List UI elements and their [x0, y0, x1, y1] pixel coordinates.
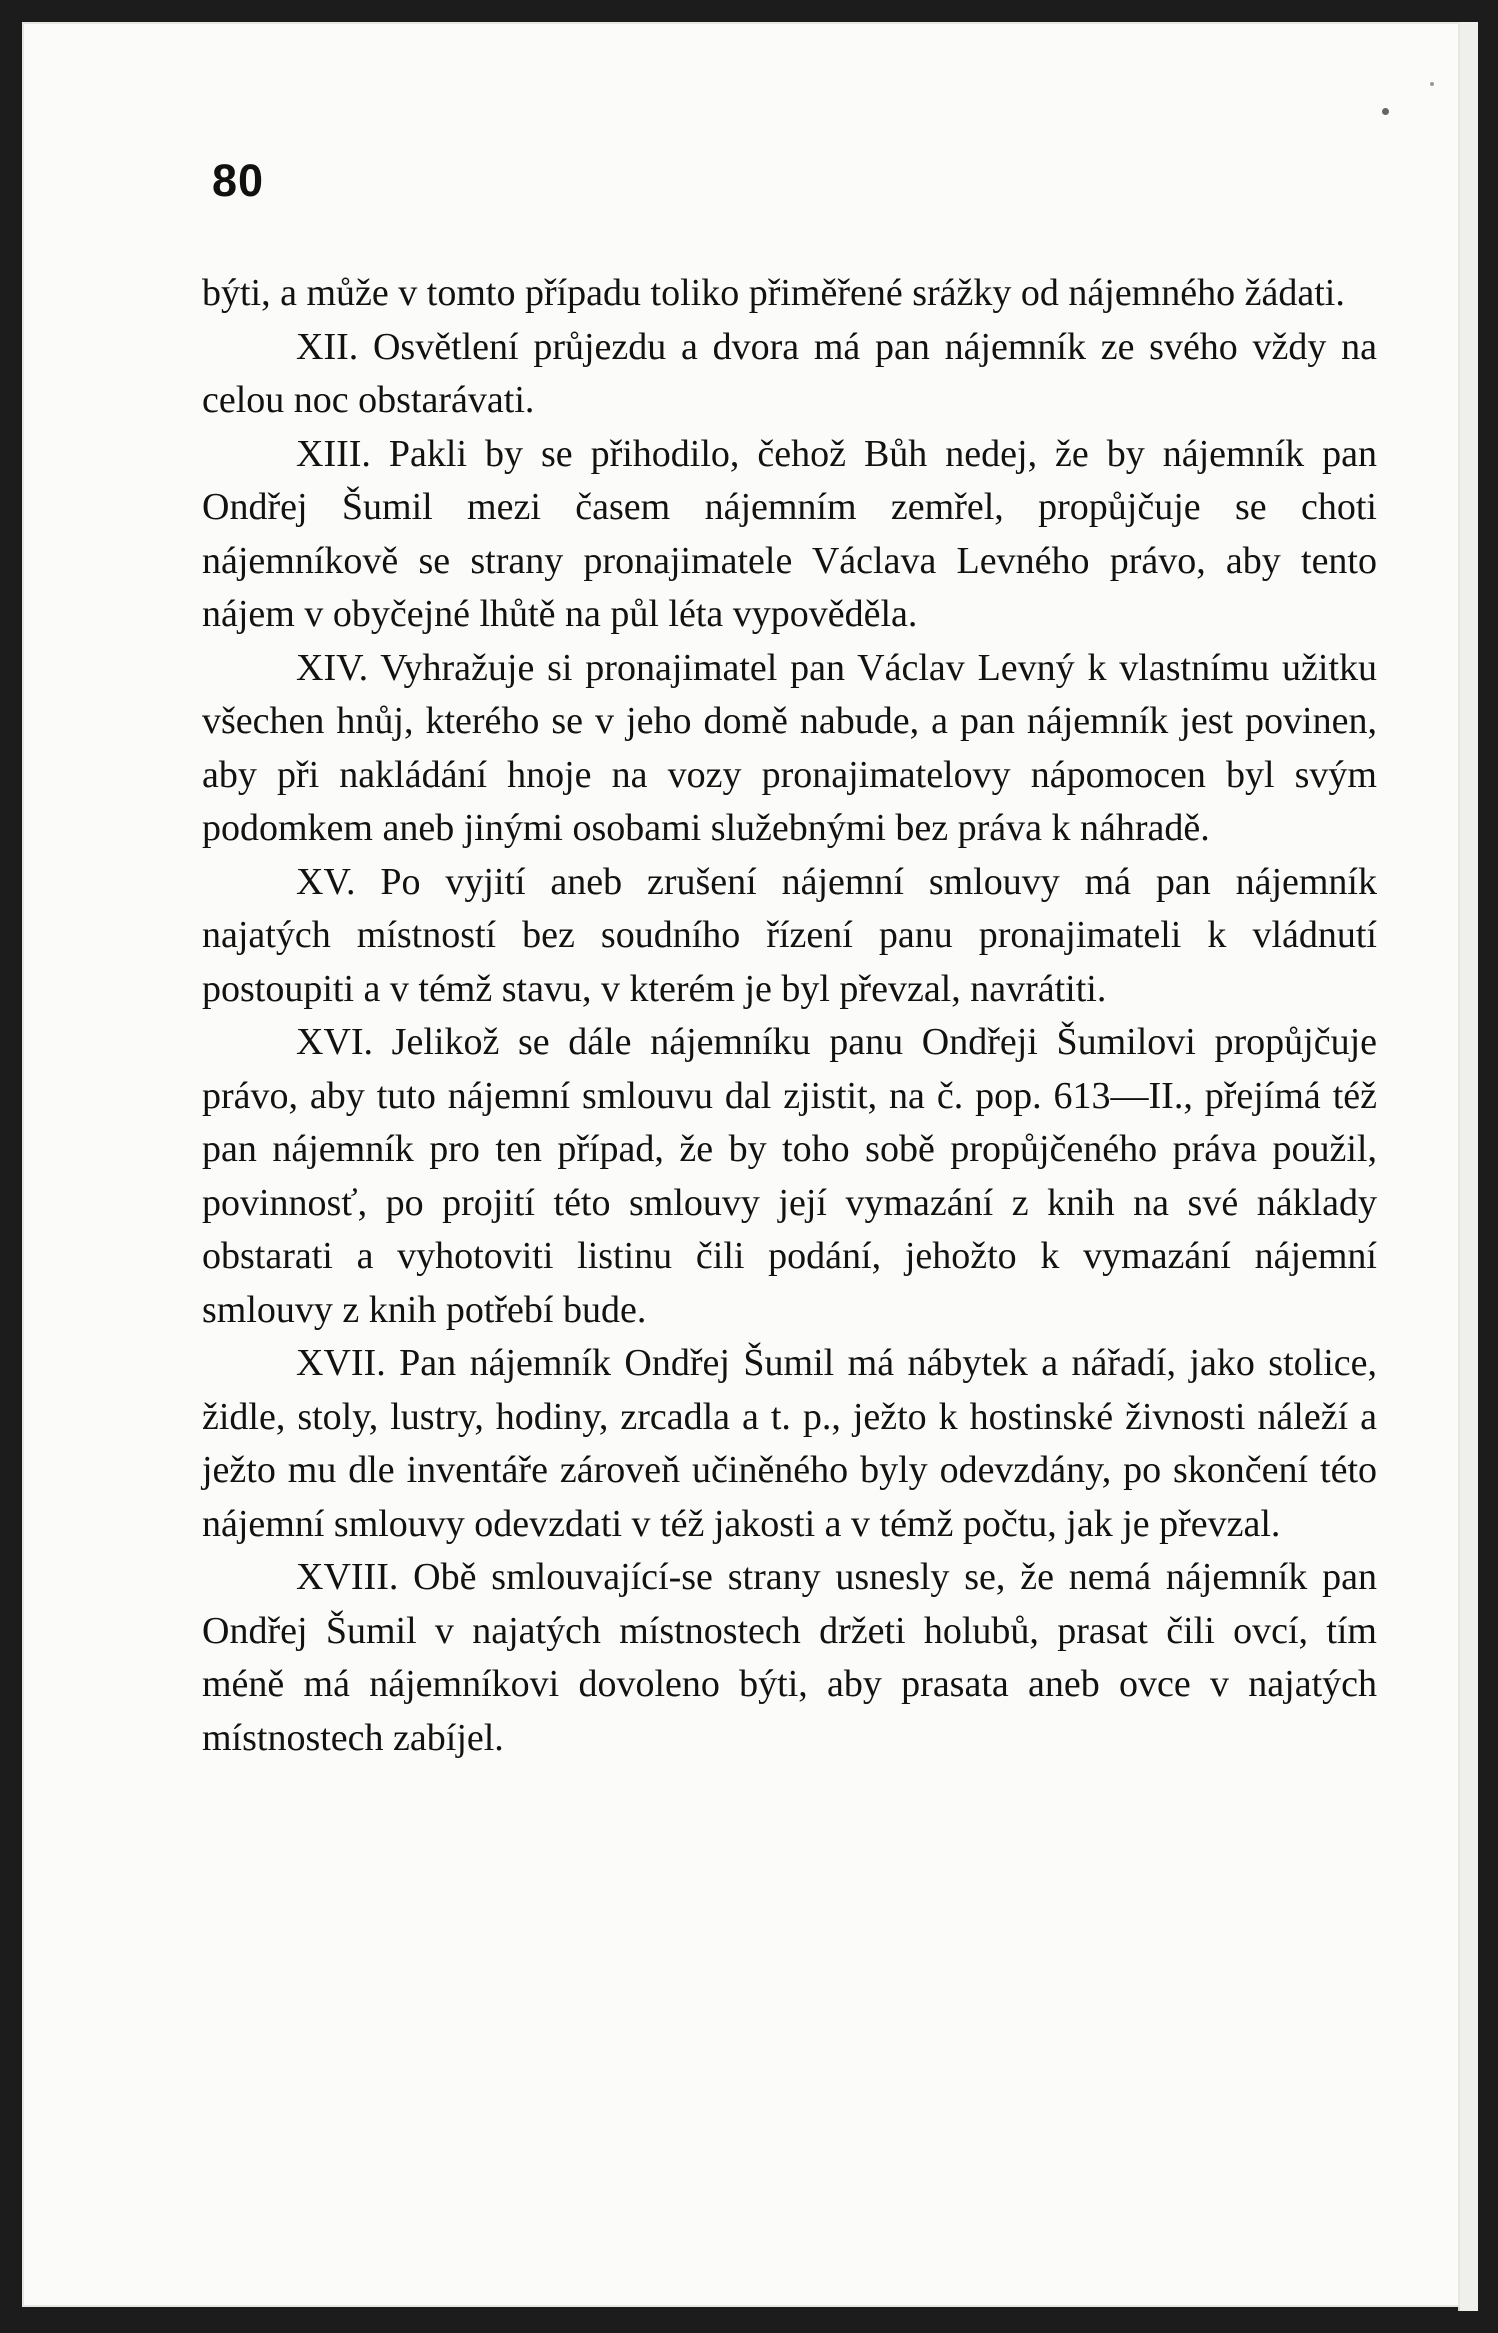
paper-speck: [1430, 82, 1434, 86]
paragraph-continuation: býti, a může v tomto případu toliko přiměřené srážky od nájemného žádati.: [202, 272, 1345, 314]
paragraph-xii: XII. Osvětlení průjezdu a dvora má pan nájemník ze svého vždy na celou noc obstarávati.: [202, 325, 1377, 421]
book-page: [22, 22, 1460, 2307]
paragraph-xiv: XIV. Vyhražuje si pronajimatel pan Václav Levný k vlastnímu užitku všechen hnůj, kterého se v jeho domě nabude, a pan nájemník jest povinen, aby při nakládání hnoje na vozy pronajimatelovy nápomocen byl svým podomkem aneb jinými osobami služebnými bez práva k náhradě.: [202, 646, 1377, 849]
paragraph-xiii: XIII. Pakli by se přihodilo, čehož Bůh nedej, že by nájemník pan Ondřej Šumil mezi časem nájemním zemřel, propůjčuje se choti nájemníkově se strany pronajimatele Václava Levného právo, aby tento nájem v obyčejné lhůtě na půl léta vypověděla.: [202, 432, 1377, 635]
paper-speck: [1382, 108, 1389, 115]
page-number: 80: [212, 155, 265, 206]
paragraph-xvi: XVI. Jelikož se dále nájemníku panu Ondřeji Šumilovi propůjčuje právo, aby tuto nájemní smlouvu dal zjistit, na č. pop. 613—II., přejímá též pan nájemník pro ten případ, že by toho sobě propůjčeného práva použil, povinnosť, po projití této smlouvy její vymazání z knih na své náklady obstarati a vyhotoviti listinu čili podání, jehožto k vymazání nájemní smlouvy z knih potřebí bude.: [202, 1021, 1377, 1331]
book-edge: [1458, 22, 1478, 2311]
body-text: [202, 267, 1377, 1765]
paragraph-xvii: XVII. Pan nájemník Ondřej Šumil má nábytek a nářadí, jako stolice, židle, stoly, lustry, hodiny, zrcadla a t. p., ježto k hostinské živnosti náleží a ježto mu dle inventáře zároveň učiněného byly odevzdány, po skončení této nájemní smlouvy odevzdati v též jakosti a v témž počtu, jak je převzal.: [202, 1342, 1377, 1545]
paragraph-xv: XV. Po vyjití aneb zrušení nájemní smlouvy má pan nájemník najatých místností bez soudního řízení panu pronajimateli k vládnutí postoupiti a v témž stavu, v kterém je byl převzal, navrátiti.: [202, 860, 1377, 1010]
paragraph-xviii: XVIII. Obě smlouvající-se strany usnesly se, že nemá nájemník pan Ondřej Šumil v najatých místnostech držeti holubů, prasat čili ovcí, tím méně má nájemníkovi dovoleno býti, aby prasata aneb ovce v najatých místnostech zabíjel.: [202, 1556, 1377, 1759]
